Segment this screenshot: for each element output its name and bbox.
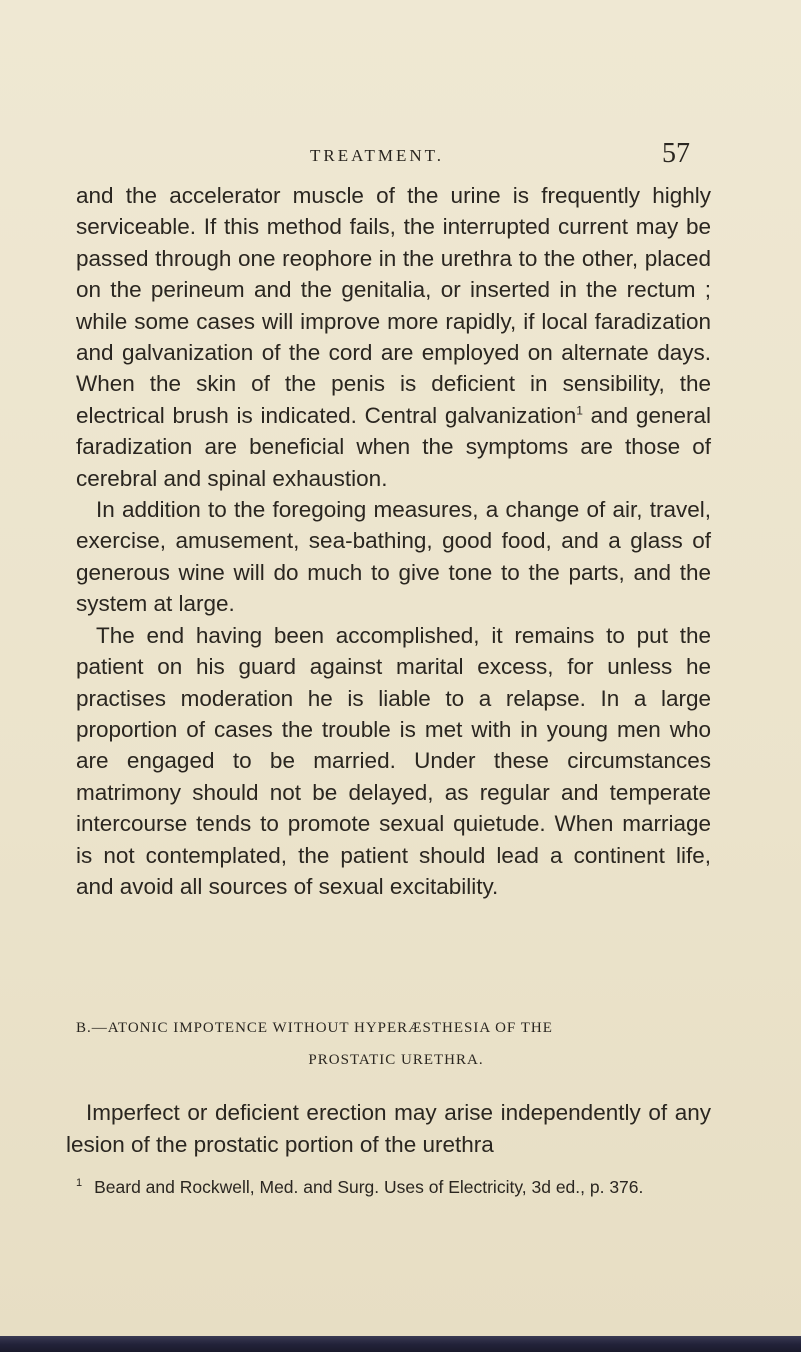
page-number: 57 [662,138,690,169]
footnote-text: Beard and Rockwell, Med. and Surg. Uses of Electricity, 3d ed., p. 376. [94,1177,644,1197]
paragraph-1 [76,180,711,494]
running-title: TREATMENT. [310,146,445,165]
paragraph-1-continued: and general faradization are beneficial when the symptoms are those of cerebral and spinal exhaustion. [76,402,711,491]
section-heading [76,1012,756,1076]
section-body [66,1097,711,1161]
body-text [76,180,711,902]
section-heading-line-2: PROSTATIC URETHRA. [308,1052,484,1068]
footnote-reference: 1 [576,403,583,418]
section-heading-line-1: B.—ATONIC IMPOTENCE WITHOUT HYPERÆSTHESIA OF THE [76,1020,553,1036]
page-edge-band [0,1336,801,1352]
running-head [0,138,801,178]
paragraph-3: The end having been accomplished, it remains to put the patient on his guard against marital excess, for unless he practises moderation he is liable to a relapse. In a large proportion of cases the trouble is met with in young men who are engaged to be married. Under these circumstances matrimony should not be delayed, as regular and temperate intercourse tends to promote sexual quietude. When marriage is not contemplated, the patient should lead a continent life, and avoid all sources of sexual excitability. [76,622,711,899]
footnote [76,1177,736,1198]
paragraph-2: In addition to the foregoing measures, a change of air, travel, exercise, amusement, sea-bathing, good food, and a glass of generous wine will do much to give tone to the parts, and the system at large. [76,497,711,617]
section-paragraph: Imperfect or deficient erection may arise independently of any lesion of the prostatic portion of the urethra [66,1100,711,1157]
paragraph-1-text: and the accelerator muscle of the urine is frequently highly serviceable. If this method fails, the interrupted current may be passed through one reophore in the urethra to the other, placed on the perineum and the genitalia, or inserted in the rectum ; while some cases will improve more rapidly, if local faradization and galvanization of the cord are employed on alternate days. When the skin of the penis is deficient in sensibility, the electrical brush is indicated. Central galvanization [76,183,711,428]
footnote-mark: 1 [76,1177,83,1190]
